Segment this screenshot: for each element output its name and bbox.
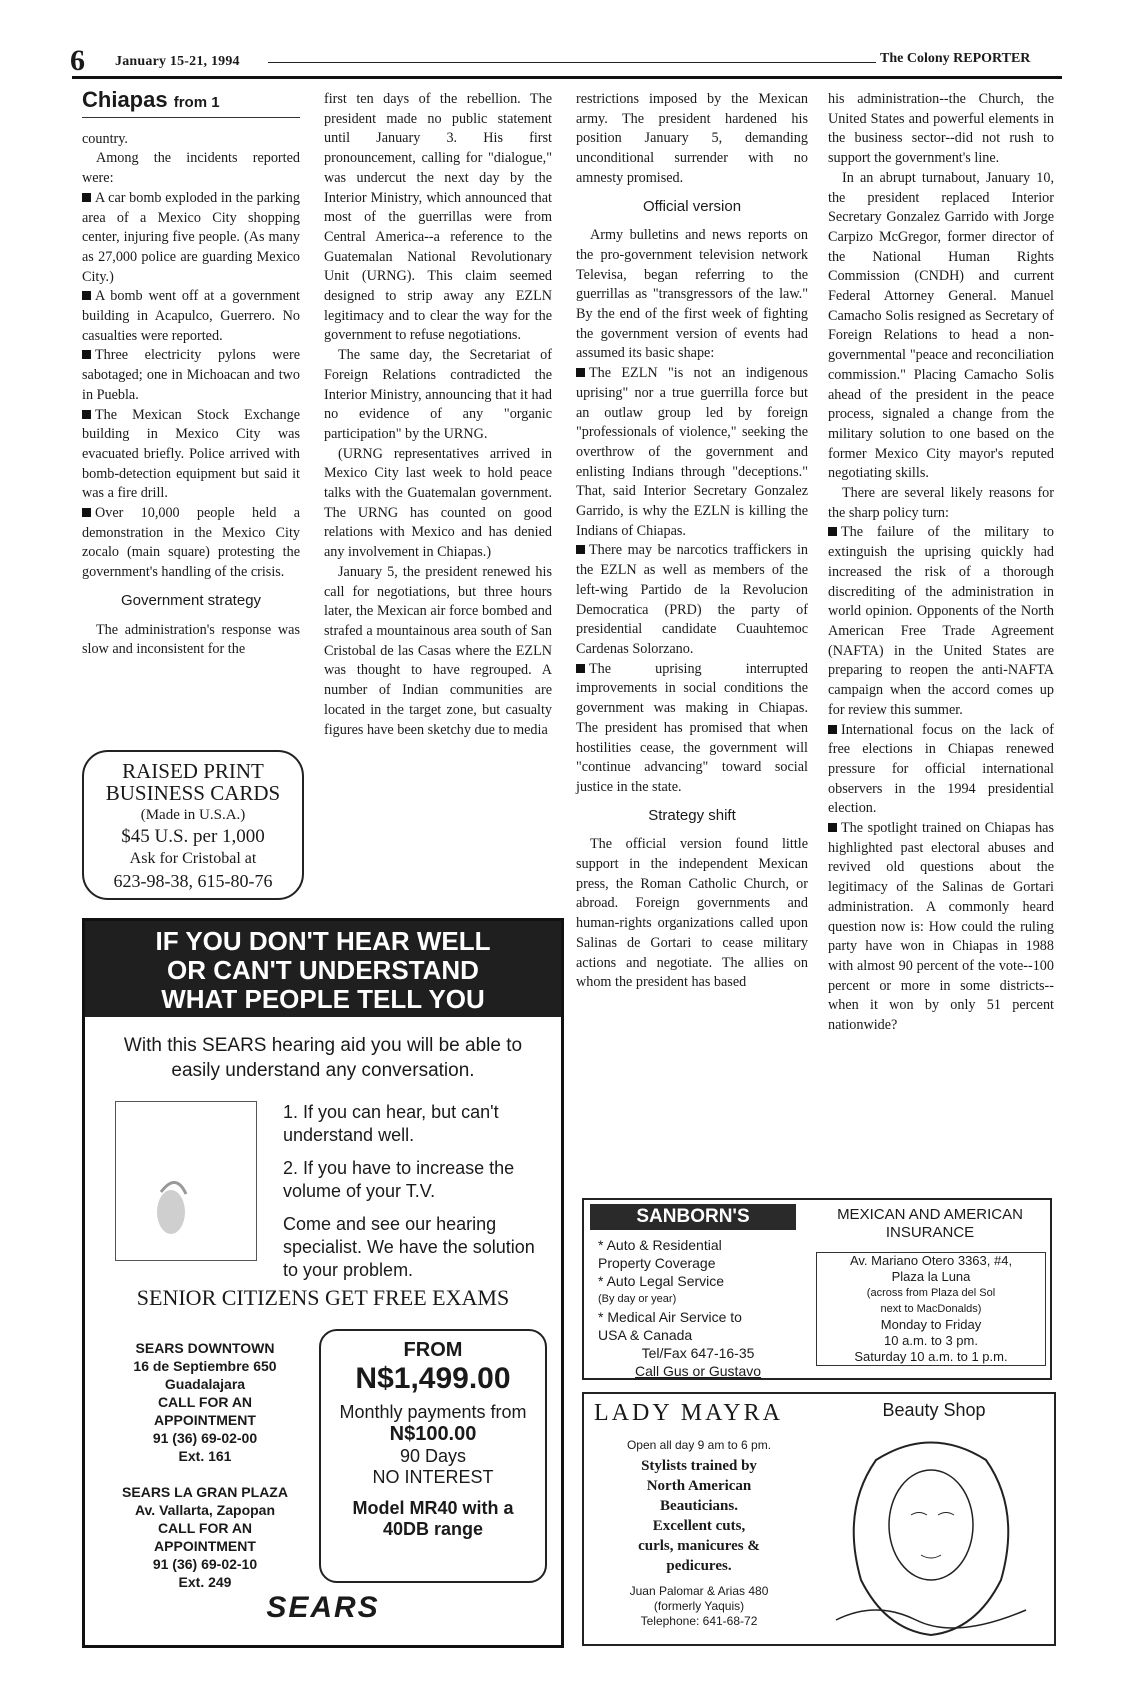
paragraph: restrictions imposed by the Mexican army. The president hardened his position January 5, demanding unconditional surrender with no amnesty promised. (576, 91, 808, 186)
bullet-icon (82, 291, 91, 300)
bc-line: (Made in U.S.A.) (140, 807, 246, 823)
bullet-item: The Mexican Stock Exchange building in Mexico City was evacuated briefly. Police arrived with bomb-detection equipment but said it was a fire drill. (82, 406, 300, 502)
paragraph: (URNG representatives arrived in Mexico City last week to hold peace talks with the Guatemalan government. The URNG has counted on good relations with Mexico and has denied any involvement in Chiapas.) (324, 445, 552, 561)
page-number: 6 (70, 44, 85, 77)
bullet-item: The EZLN "is not an indigenous uprising" nor a true guerrilla force but an outlaw group led by foreign "professionals of violence," seeking the overthrow of the government and enlisting Indians through "deceptions." That, said Interior Secretary Gonzalez Garrido, is why the EZLN is killing the Indians of Chiapas. (576, 365, 808, 539)
issue-date: January 15-21, 1994 (115, 54, 240, 69)
bc-line: $45 U.S. per 1,000 (121, 826, 265, 847)
header-rule (72, 76, 1062, 79)
bullet-icon (82, 350, 91, 359)
article-column-4 (828, 90, 1054, 1036)
sanborns-services: * Auto & Residential Property Coverage * Auto Legal Service (By day or year) * Medical Air Service to USA & Canada Tel/Fax 647-16-35 Call Gus or Gustavo (598, 1237, 762, 1379)
bullet-item: The failure of the military to extinguish the uprising quickly had increased the risk of a thorough discrediting of the administration in world opinion. Opponents of the North American Free Trade Agreement (NAFTA) in the United States are preparing to reopen the anti-NAFTA campaign when the accord comes up for review this summer. (828, 524, 1054, 718)
paragraph: first ten days of the rebellion. The president made no public statement until January 3. His first pronouncement, calling for "dialogue," was undercut the next day by the Interior Ministry, which announced that most of the guerrillas were from Central America--a reference to the Guatemalan National Revolutionary Unit (URNG). This claim seemed designed to strip away any EZLN legitimacy and to clear the way for the government to refuse negotiations. (324, 91, 552, 344)
sears-downtown: SEARS DOWNTOWN 16 de Septiembre 650 Guadalajara CALL FOR AN APPOINTMENT 91 (36) 69-02-00 Ext. 161 (133, 1340, 277, 1464)
bullet-icon (82, 508, 91, 517)
bullet-item: International focus on the lack of free elections in Chiapas renewed pressure for official international observers in the 1994 presidential election. (828, 721, 1054, 817)
bullet-item: The spotlight trained on Chiapas has highlighted past electoral abuses and revived old questions about the legitimacy of the Salinas de Gortari administration. A commonly heard question now is: How could the ruling party have won in Chiapas in 1988 with almost 90 percent of the vote--100 percent or more in some districts--when it won by only 51 percent nationwide? (828, 820, 1054, 1034)
sears-hearing-aid-ad (82, 918, 564, 1648)
paragraph: The official version found little support in the independent Mexican press, the Roman Catholic Church, or abroad. Foreign governments and human-rights organizations called upon Salinas de Gortari to cease military actions and negotiate. The allies on whom the president has based (576, 836, 808, 991)
hearing-aid-icon (116, 1102, 256, 1260)
lady-mayra-name: LADY MAYRA (594, 1400, 783, 1426)
paragraph: In an abrupt turnabout, January 10, the president replaced Interior Secretary Gonzalez Garrido with Jorge Carpizo McGregor, former director of the National Human Rights Commission (CNDH) and current Federal Attorney General. Manuel Camacho Solis resigned as Secretary of Foreign Relations to head a non-governmental "peace and reconciliation commission." Placing Camacho Solis ahead of the president in the peace process, signaled a change from the military solution to one based on the former Mexico City mayor's reputed negotiating skills. (828, 169, 1054, 482)
paragraph: The same day, the Secretariat of Foreign Relations contradicted the Interior Ministry, announcing that it had no evidence of any "organic participation" by the URNG. (324, 347, 552, 442)
paragraph: his administration--the Church, the United States and powerful elements in the business sector--did not rush to support the government's line. (828, 91, 1054, 167)
subheading-government: Government strategy (120, 591, 262, 609)
bc-line: BUSINESS CARDS (105, 781, 281, 805)
paragraph: There are several likely reasons for the sharp policy turn: (828, 485, 1054, 521)
article-kicker: Chiapas from 1 (82, 90, 300, 118)
business-cards-ad (82, 750, 304, 900)
sears-logo: SEARS (266, 1591, 380, 1624)
bullet-item: A bomb went off at a government building in Acapulco, Guerrero. No casualties were reported. (82, 288, 300, 344)
hearing-aid-photo (115, 1101, 257, 1261)
bullet-icon (576, 664, 585, 673)
bullet-icon (82, 193, 91, 202)
paragraph: country. (82, 130, 128, 147)
sears-intro: With this SEARS hearing aid you will be able to easily understand any conversation. (123, 1035, 523, 1081)
subheading-strategy: Strategy shift (648, 806, 736, 824)
lady-mayra-address: Juan Palomar & Arias 480 (formerly Yaquis) Telephone: 641-68-72 (629, 1584, 769, 1628)
paragraph: January 5, the president renewed his call for negotiations, but three hours later, the Mexican air force bombed and strafed a mountainous area south of San Cristobal de las Casas where the EZLN was thought to have regrouped. A number of Indian communities are located in the target zone, but casualty figures have been sketchy due to media (324, 563, 552, 738)
publication-name: The Colony REPORTER (880, 51, 1031, 66)
lady-mayra-hours: Open all day 9 am to 6 pm. (626, 1438, 772, 1452)
seniors-free-exams: SENIOR CITIZENS GET FREE EXAMS (136, 1285, 510, 1310)
lady-mayra-ad (582, 1392, 1056, 1646)
price-box: FROM N$1,499.00 Monthly payments from N$100.00 90 Days NO INTEREST Model MR40 with a 40DB range (319, 1329, 547, 1583)
bullet-icon (576, 545, 585, 554)
lady-mayra-description: Stylists trained by North American Beauticians. Excellent cuts, curls, manicures & pedicures. (638, 1458, 760, 1574)
sears-la-gran-plaza: SEARS LA GRAN PLAZA Av. Vallarta, Zapopan CALL FOR AN APPOINTMENT 91 (36) 69-02-10 Ext. 249 (122, 1484, 288, 1590)
bullet-item: A car bomb exploded in the parking area of a Mexico City shopping center, injuring five people. (As many as 27,000 police are guarding Mexico City.) (82, 189, 300, 285)
article-column-3 (576, 90, 808, 993)
paragraph: Among the incidents reported were: (82, 150, 300, 187)
bc-line: Ask for Cristobal at (129, 850, 257, 867)
bullet-icon (82, 410, 91, 419)
point-1: 1. If you can hear, but can't understand well. (283, 1102, 499, 1145)
come-see: Come and see our hearing specialist. We have the solution to your problem. (283, 1214, 535, 1280)
subheading-official: Official version (642, 197, 742, 215)
woman-portrait-illustration (816, 1430, 1046, 1638)
insurance-title: MEXICAN AND AMERICAN INSURANCE (837, 1206, 1023, 1241)
header-divider (268, 62, 876, 63)
bc-phone: 623-98-38, 615-80-76 (113, 871, 273, 891)
point-2: 2. If you have to increase the volume of your T.V. (283, 1158, 515, 1201)
sanborns-address: Av. Mariano Otero 3363, #4, Plaza la Luna (across from Plaza del Sol next to MacDonalds) Monday to Friday 10 a.m. to 3 pm. Saturday 10 a.m. to 1 p.m. (816, 1252, 1046, 1366)
bullet-item: Three electricity pylons were sabotaged; one in Michoacan and two in Puebla. (82, 347, 300, 403)
bullet-item: The uprising interrupted improvements in social conditions the government was making in Chiapas. The president has promised that when hostilities cease, the government will "continue advancing" toward social justice in the state. (576, 660, 808, 795)
bullet-item: Over 10,000 people held a demonstration in the Mexico City zocalo (main square) protesting the government's handling of the crisis. (82, 505, 300, 581)
paragraph: Army bulletins and news reports on the pro-government television network Televisa, began referring to the guerrillas as "transgressors of the law." By the end of the first week of fighting the government version of events had assumed its basic shape: (576, 227, 808, 362)
bullet-icon (576, 368, 585, 377)
sanborns-logo: SANBORN'S (590, 1204, 796, 1230)
beauty-shop-label: Beauty Shop (882, 1400, 986, 1420)
article-column-1 (82, 87, 300, 660)
paragraph: The administration's response was slow and inconsistent for the (82, 621, 300, 658)
article-column-2 (324, 90, 552, 740)
sanborns-insurance-ad (582, 1198, 1052, 1380)
bullet-icon (828, 823, 837, 832)
bullet-item: There may be narcotics traffickers in the EZLN as well as members of the left-wing Partido de la Revolucion Democratica (PRD) the party of presidential candidate Cuauhtemoc Cardenas Solorzano. (576, 542, 808, 657)
bullet-icon (828, 527, 837, 536)
sears-banner: IF YOU DON'T HEAR WELL OR CAN'T UNDERSTAND WHAT PEOPLE TELL YOU (85, 921, 561, 1017)
bc-line: RAISED PRINT (122, 759, 264, 783)
bullet-icon (828, 725, 837, 734)
